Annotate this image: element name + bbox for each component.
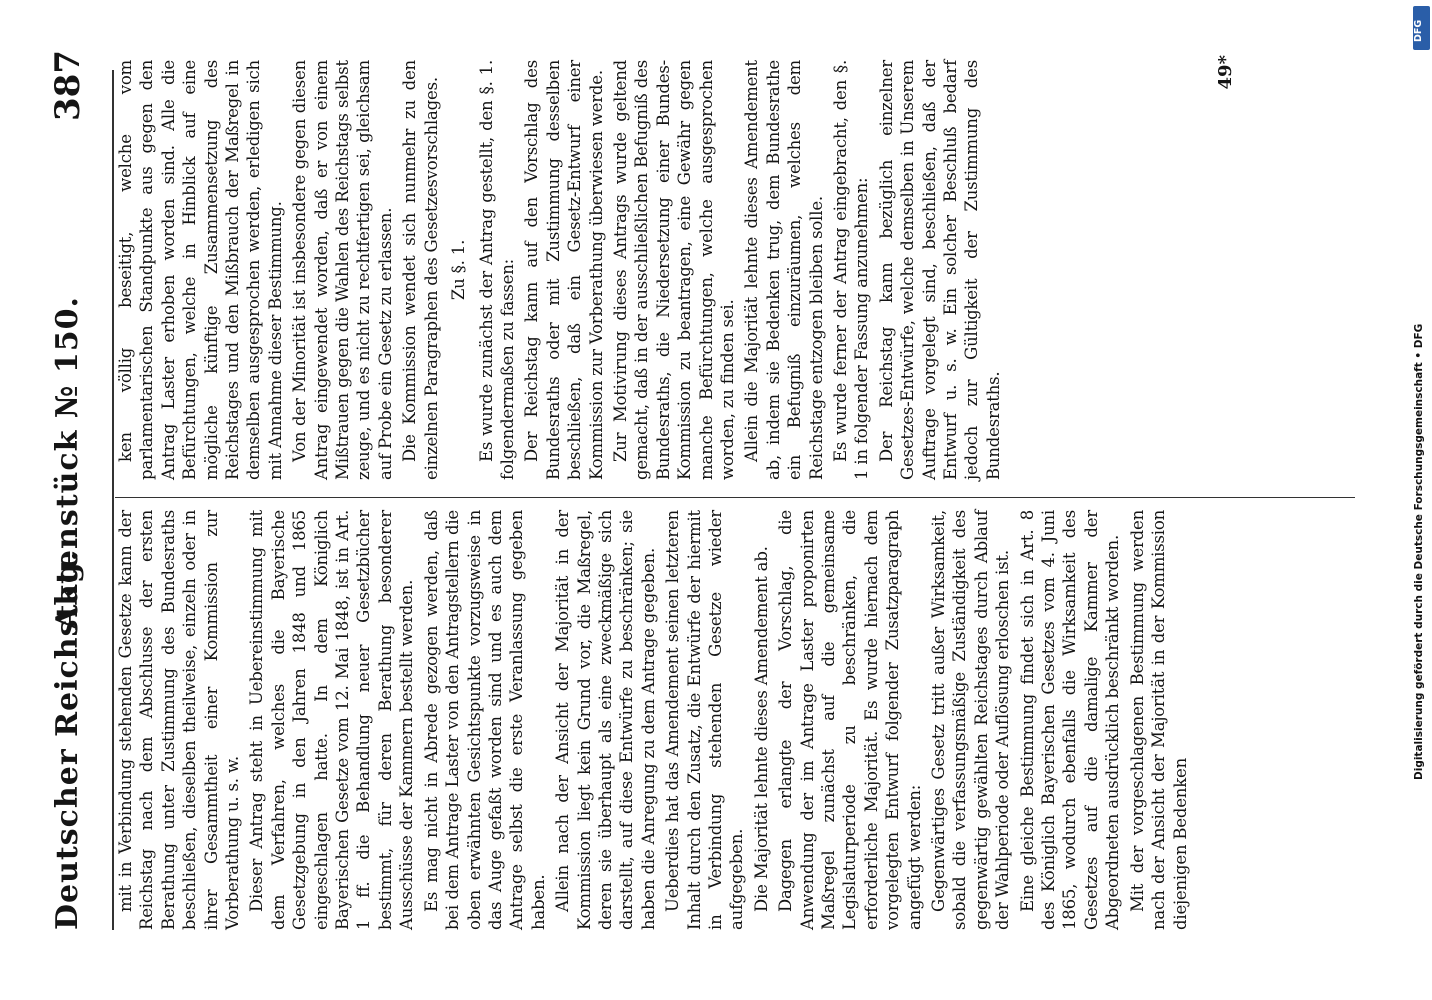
header-rule <box>112 70 114 930</box>
digitization-sidebar <box>1410 0 1432 1000</box>
column-divider <box>115 497 1355 498</box>
paragraph: Gegenwärtiges Gesetz tritt außer Wirksamkeit, sobald die verfassungsmäßige Zuständigkeit des gegenwärtig gewählten Reichstages durch Ablauf der Wahlperiode oder Auflösung erloschen ist. <box>929 510 1013 930</box>
paragraph: Allein die Majorität lehnte dieses Amendement ab, indem sie Bedenken trug, dem Bundesrathe ein Befugniß einzuräumen, welches dem Reichstage entzogen bleiben solle. <box>742 60 826 480</box>
header-title-center: Aktenstück № 150. <box>50 296 85 630</box>
paragraph: Dieser Antrag steht in Uebereinstimmung mit dem Verfahren, welches die Bayerische Gesetzgebung in den Jahren 1848 und 1865 eingeschlagen hatte. In dem Königlich Bayerischen Gesetze vom 12. Mai 1848, ist in Art. 1 ff. die Behandlung neuer Gesetzbücher bestimmt, für deren Berathung besonderer Ausschüsse der Kammern bestellt werden. <box>247 510 417 930</box>
paragraph: Die Kommission wendet sich nunmehr zu den einzelnen Paragraphen des Gesetzesvorschlages. <box>400 60 441 480</box>
left-column <box>115 510 1194 930</box>
paragraph: Der Reichstag kann bezüglich einzelner Gesetzes-Entwürfe, welche demselben in Unserem Auftrage vorgelegt sind, beschließen, daß der Entwurf u. s. w. Ein solcher Beschluß bedarf jedoch zur Gültigkeit der Zustimmung des Bundesraths. <box>876 60 1003 480</box>
paragraph: Dagegen erlangte der Vorschlag, die Anwendung der im Antrage Laster proponirten Maßregel zunächst auf die gemeinsame Legislaturperiode zu beschränken, die erforderliche Majorität. Es wurde hiernach dem vorgelegten Entwurf folgender Zusatzparagraph angefügt werden: <box>776 510 924 930</box>
paragraph: Ueberdies hat das Amendement seinen letzteren Inhalt durch den Zusatz, die Entwürfe der hiermit in Verbindung stehenden Gesetze wieder aufgegeben. <box>663 510 747 930</box>
paragraph: Es wurde zunächst der Antrag gestellt, den §. 1. folgendermaßen zu fassen: <box>476 60 517 480</box>
page-header <box>40 50 110 930</box>
paragraph: Mit der vorgeschlagenen Bestimmung werden nach der Ansicht der Majorität in der Kommission diejenigen Bedenken <box>1127 510 1190 930</box>
sheet-mark: 49* <box>1215 55 1236 90</box>
right-column <box>115 60 1007 480</box>
dfg-logo <box>1413 6 1430 50</box>
page-number: 387 <box>48 50 88 121</box>
paragraph: Zur Motivirung dieses Antrags wurde geltend gemacht, daß in der ausschließlichen Befugniß des Bundesraths, die Niedersetzung einer Bundes-Kommission zu beantragen, eine Gewähr gegen manche Befürchtungen, welche ausgesprochen worden, zu finden sei. <box>610 60 737 480</box>
paragraph: Es mag nicht in Abrede gezogen werden, daß bei dem Antrage Laster von den Antragstellern die oben erwähnten Gesichtspunkte vorzugsweise in das Auge gefaßt worden sind und es auch dem Antrage selbst die erste Veranlassung gegeben haben. <box>421 510 548 930</box>
paragraph: ken völlig beseitigt, welche vom parlamentarischen Standpunkte aus gegen den Antrag Laster erhoben worden sind. Alle die Befürchtungen, welche in Hinblick auf eine mögliche künftige Zusammensetzung des Reichstages und den Mißbrauch der Maßregel in demselben ausgesprochen werden, erledigen sich mit Annahme dieser Bestimmung. <box>116 60 285 480</box>
paragraph: Der Reichstag kann auf den Vorschlag des Bundesraths oder mit Zustimmung desselben beschließen, daß ein Gesetz-Entwurf einer Kommission zur Vorberathung überwiesen werde. <box>522 60 606 480</box>
paragraph: mit in Verbindung stehenden Gesetze kann der Reichstag nach dem Abschlusse der ersten Berathung unter Zustimmung des Bundesraths beschließen, dieselben theilweise, einzeln oder in ihrer Gesammtheit einer Kommission zur Vorberathung u. s. w. <box>116 510 243 930</box>
dfg-logo-text: DFG <box>1413 19 1424 42</box>
paragraph: Von der Minorität ist insbesondere gegen diesen Antrag eingewendet worden, daß er von einem Mißtrauen gegen die Wahlen des Reichstags selbst zeuge, und es nicht zu rechtfertigen sei, gleichsam auf Probe ein Gesetz zu erlassen. <box>290 60 395 480</box>
paragraph: Allein nach der Ansicht der Majorität in der Kommission liegt kein Grund vor, die Maßregel, deren sie überhaupt als eine zweckmäßige sich darstellt, auf diese Entwürfe zu beschränken; sie haben die Anregung zu dem Antrage gegeben. <box>553 510 658 930</box>
digitization-credit: Digitalisierung gefördert durch die Deutsche Forschungsgemeinschaft • DFG <box>1413 323 1425 780</box>
section-heading: Zu §. 1. <box>449 239 469 301</box>
header-title-left: Deutscher Reichstag. <box>50 549 85 930</box>
paragraph: Eine gleiche Bestimmung findet sich in Art. 8 des Königlich Bayerischen Gesetzes vom 4. Juni 1865, wodurch ebenfalls die Wirksamkeit des Gesetzes auf die damalige Kammer der Abgeordneten ausdrücklich beschränkt worden. <box>1017 510 1123 930</box>
paragraph: Es wurde ferner der Antrag eingebracht, den §. 1 in folgender Fassung anzunehmen: <box>831 60 872 480</box>
paragraph: Die Majorität lehnte dieses Amendement ab. <box>751 546 771 912</box>
